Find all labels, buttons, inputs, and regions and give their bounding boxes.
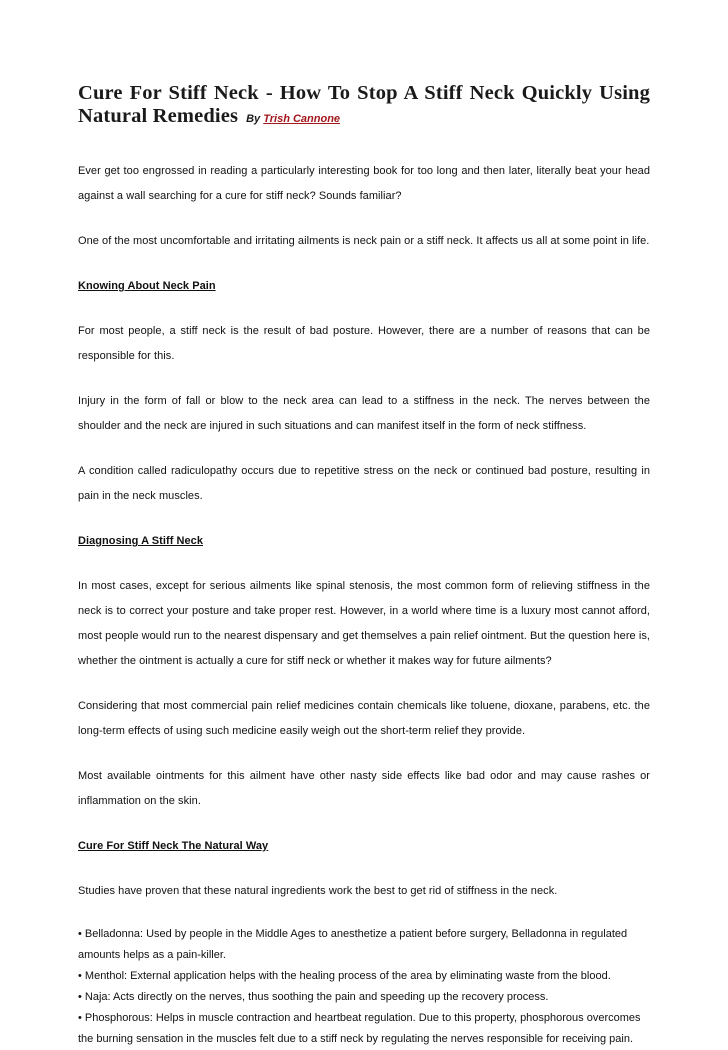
article-title	[78, 82, 650, 131]
author-link[interactable]: Trish Cannone	[263, 113, 341, 125]
byline-prefix: By	[246, 113, 264, 125]
paragraph-chemicals: Considering that most commercial pain relief medicines contain chemicals like toluene, dioxane, parabens, etc. the long-term effects of using such medicine easily weigh out the short-term relief they provide.	[78, 700, 650, 737]
byline	[246, 113, 340, 125]
ingredient-list	[78, 924, 650, 1050]
paragraph-radiculopathy: A condition called radiculopathy occurs due to repetitive stress on the neck or continued bad posture, resulting in pain in the neck muscles.	[78, 465, 650, 502]
paragraph-ailment: One of the most uncomfortable and irritating ailments is neck pain or a stiff neck. It affects us all at some point in life.	[78, 235, 650, 247]
section-heading-natural-way: Cure For Stiff Neck The Natural Way	[78, 840, 269, 852]
paragraph-side-effects: Most available ointments for this ailment have other nasty side effects like bad odor and may cause rashes or inflammation on the skin.	[78, 770, 650, 807]
document-page	[78, 82, 650, 1050]
paragraph-studies: Studies have proven that these natural ingredients work the best to get rid of stiffness in the neck.	[78, 885, 558, 897]
paragraph-injury: Injury in the form of fall or blow to the neck area can lead to a stiffness in the neck. The nerves between the shoulder and the neck are injured in such situations and can manifest itself in the form of neck stiffness.	[78, 395, 650, 432]
paragraph-bad-posture: For most people, a stiff neck is the result of bad posture. However, there are a number of reasons that can be responsible for this.	[78, 325, 650, 362]
list-item-belladonna: • Belladonna: Used by people in the Middle Ages to anesthetize a patient before surgery, Belladonna in regulated amounts helps as a pain-killer.	[78, 928, 628, 961]
list-item-naja: • Naja: Acts directly on the nerves, thus soothing the pain and speeding up the recovery process.	[78, 991, 549, 1003]
section-heading-diagnosing: Diagnosing A Stiff Neck	[78, 535, 204, 547]
list-item-phosphorous: • Phosphorous: Helps in muscle contraction and heartbeat regulation. Due to this property, phosphorous overcomes the burning sensation in the muscles felt due to a stiff neck by regulating the nerves responsible for receiving pain.	[78, 1012, 641, 1045]
list-item-menthol: • Menthol: External application helps with the healing process of the area by eliminating waste from the blood.	[78, 970, 611, 982]
article-title-text: Cure For Stiff Neck - How To Stop A Stiff Neck Quickly Using Natural Remedies	[78, 82, 650, 127]
section-heading-knowing-neck-pain: Knowing About Neck Pain	[78, 280, 216, 292]
paragraph-most-cases: In most cases, except for serious ailments like spinal stenosis, the most common form of relieving stiffness in the neck is to correct your posture and take proper rest. However, in a world where time is a luxury most cannot afford, most people would run to the nearest dispensary and get themselves a pain relief ointment. But the question here is, whether the ointment is actually a cure for stiff neck or whether it makes way for future ailments?	[78, 580, 650, 667]
paragraph-intro: Ever get too engrossed in reading a particularly interesting book for too long and then later, literally beat your head against a wall searching for a cure for stiff neck? Sounds familiar?	[78, 165, 650, 202]
